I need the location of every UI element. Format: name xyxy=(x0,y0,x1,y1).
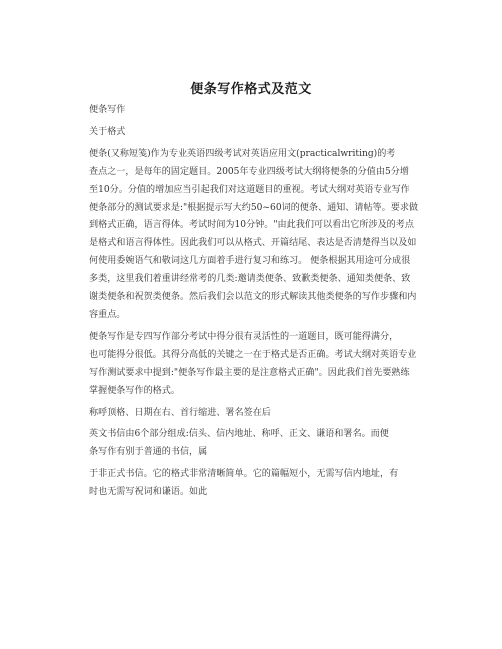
line-text: 条写作有别于普通的书信，属 xyxy=(89,447,208,458)
text-line xyxy=(89,405,421,423)
line-text: 英文书信由6个部分组成:信头、信内地址、称呼、正文、谦语和署名。而便 xyxy=(89,429,389,440)
line-text: 谢类便条和祝贺类便条。然后我们会以范文的形式解读其他类便条的写作步骤和内 xyxy=(89,292,417,303)
line-text: 至10分。分值的增加应当引起我们对这道题目的重视。考试大纲对英语专业写作 xyxy=(89,184,410,195)
line-text: 时也无需写祝词和谦语。如此 xyxy=(89,487,208,498)
text-line xyxy=(89,235,421,253)
line-text: 便条写作 xyxy=(89,105,126,115)
text-line xyxy=(89,365,421,383)
text-line xyxy=(89,426,421,444)
line-text: 写作测试要求中提到:"便条写作最主要的是注意格式正确"。因此我们首先要熟练 xyxy=(89,367,410,378)
line-text: 便条写作是专四写作部分考试中得分很有灵活性的一道题目，既可能得满分， xyxy=(89,331,399,342)
line-text: 于非正式书信。它的格式非常清晰简单。它的篇幅短小，无需写信内地址，有 xyxy=(89,469,399,480)
text-line xyxy=(89,164,421,182)
text-line xyxy=(89,182,421,200)
line-text: 便条部分的测试要求是:"根据提示写大约50~60词的便条、通知、请帖等。要求做 xyxy=(89,202,419,213)
line-text: 到格式正确，语言得体。考试时间为10分钟。"由此我们可以看出它所涉及的考点 xyxy=(89,220,414,231)
line-text: 便条(又称短笺)作为专业英语四级考试对英语应用文(practicalwriting)的考 xyxy=(89,148,396,159)
text-line xyxy=(89,484,421,502)
line-text: 查点之一，是每年的固定题目。2005年专业四级考试大纲将便条的分值由5分增 xyxy=(89,166,409,177)
line-text: 何使用委婉语气和敬词这几方面着手进行复习和练习。 便条根据其用途可分成很 xyxy=(89,256,411,267)
text-line xyxy=(89,347,421,365)
text-line xyxy=(89,383,421,401)
document-body xyxy=(89,102,421,502)
line-text: 是格式和语言得体性。因此我们可以从格式、开篇结尾、表达是否清楚得当以及如 xyxy=(89,238,417,249)
text-line xyxy=(89,102,421,120)
text-line xyxy=(89,200,421,218)
line-text: 也可能得分很低。其得分高低的关键之一在于格式是否正确。考试大纲对英语专业 xyxy=(89,349,417,360)
text-line xyxy=(89,289,421,307)
text-line xyxy=(89,271,421,289)
text-line xyxy=(89,307,421,325)
text-line xyxy=(89,466,421,484)
line-text: 容重点。 xyxy=(89,309,126,320)
text-line xyxy=(89,329,421,347)
text-line xyxy=(89,444,421,462)
line-text: 掌握便条写作的格式。 xyxy=(89,385,180,396)
text-line xyxy=(89,124,421,142)
line-text: 多类，这里我们着重讲经常考的几类:邀请类便条、致歉类便条、通知类便条、致 xyxy=(89,274,411,285)
document-title: 便条写作格式及范文 xyxy=(190,82,312,97)
line-text: 关于格式 xyxy=(89,126,126,137)
text-line xyxy=(89,146,421,164)
text-line xyxy=(89,253,421,271)
text-line xyxy=(89,217,421,235)
line-text: 称呼顶格、日期在右、首行缩进、署名签在后 xyxy=(89,407,271,418)
